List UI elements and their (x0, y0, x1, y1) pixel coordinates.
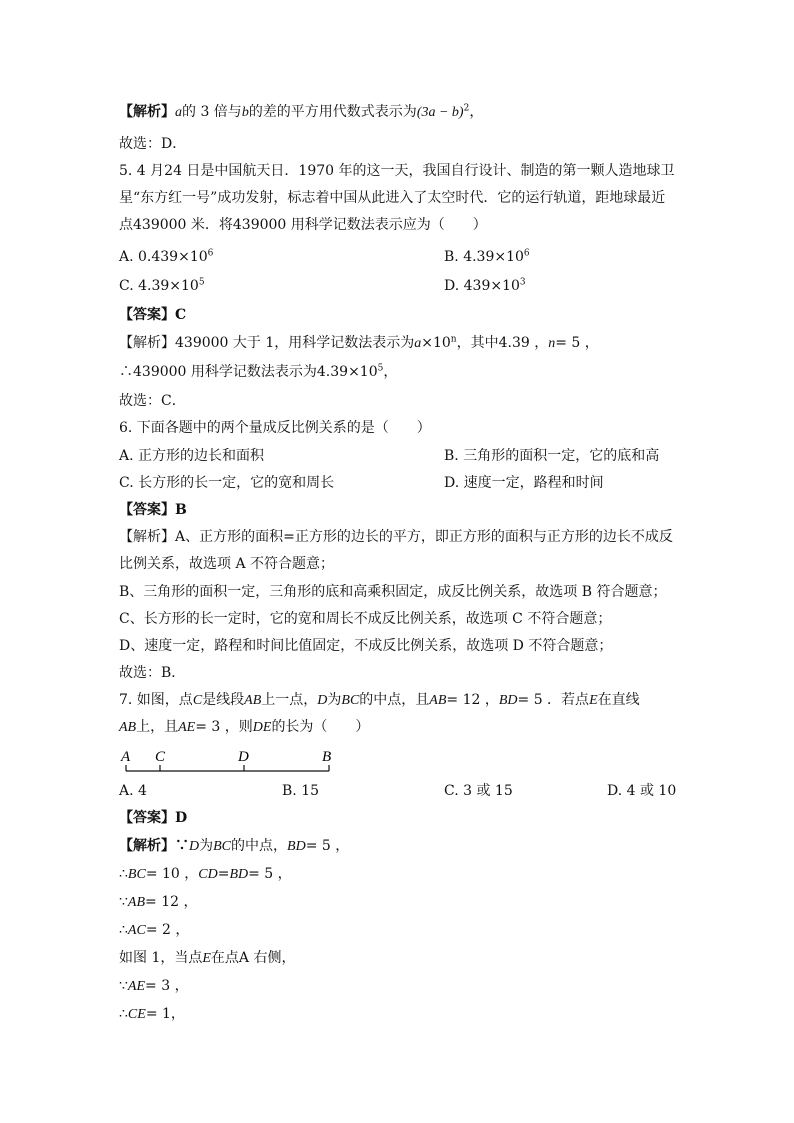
q6-choice: 故选：B． (119, 665, 186, 681)
q7-option-a: A. 4 (119, 783, 147, 799)
text: = (217, 866, 230, 882)
var: BD (229, 867, 249, 882)
text: ∴ (119, 1006, 128, 1022)
text: 如图 1，当点 (119, 950, 203, 966)
q5-analysis-line-1 (119, 333, 599, 354)
text: = 3 ，则 (195, 719, 253, 735)
text: = 5 ， (248, 866, 292, 882)
exponent: 3 (519, 277, 526, 288)
var-a: a (414, 336, 422, 351)
q7-answer: 【答案】D (119, 810, 188, 826)
text: = 5 ， (305, 838, 350, 854)
text: = 12 ， (446, 692, 499, 708)
q5-option-a (119, 247, 213, 267)
var: CE (127, 1007, 146, 1022)
var-n: n (548, 336, 556, 351)
q5-option-c (119, 276, 205, 296)
exponent: 2 (463, 103, 470, 114)
text: = 10 ， (145, 866, 199, 882)
q6-analysis-line-5: D、速度一定，路程和时间比值固定，不成反比例关系，故选项 D 不符合题意； (119, 638, 613, 654)
point-label-a: A (121, 749, 131, 765)
q6-stem: 6. 下面各题中的两个量成反比例关系的是（ ） (119, 420, 431, 436)
text: 的 3 倍与 (182, 104, 242, 120)
text: ， (469, 104, 484, 120)
exponent: n (450, 334, 457, 345)
q6-analysis-line-1: 【解析】A、正方形的面积=正方形的边长的平方，即正方形的面积与正方形的边长不成反 (119, 529, 673, 545)
prev-choice: 故选：D． (119, 136, 187, 152)
q7-option-c: C. 3 或 15 (444, 783, 513, 799)
q6-option-c: C. 长方形的长一定，它的宽和周长 (119, 475, 335, 491)
text: ∴439000 用科学记数法表示为4.39×10 (119, 364, 378, 380)
var: AB (429, 693, 447, 708)
text: 是线段 (202, 692, 245, 708)
text: 上，且 (136, 719, 179, 735)
q5-analysis-line-2 (119, 362, 397, 382)
text: = 5 ．若点 (517, 692, 590, 708)
text: 为 (199, 838, 214, 854)
point-label-d: D (238, 749, 249, 765)
point-label-c: C (155, 749, 166, 765)
q7-stem-line-2 (119, 717, 369, 738)
text: 的中点，且 (359, 692, 430, 708)
q7-option-b: B. 15 (282, 783, 320, 799)
q5-option-b (444, 247, 530, 267)
var: BD (498, 693, 518, 708)
q5-stem-line-1: 5. 4 月24 日是中国航天日．1970 年的这一天，我国自行设计、制造的第一颗人造地球卫 (119, 163, 675, 179)
text: ，其中4.39 ， (456, 335, 549, 351)
text: 在直线 (597, 692, 640, 708)
analysis-tag: 【解析】 (119, 104, 175, 120)
text: = 5 ， (555, 335, 599, 351)
var: AB (127, 895, 146, 910)
expression: (3a − b) (416, 105, 464, 120)
option-text: C. 4.39×10 (119, 278, 199, 294)
var: AC (127, 923, 146, 938)
text: = 2 ， (145, 922, 190, 938)
option-text: D. 439×10 (444, 278, 520, 294)
exponent: 6 (523, 248, 530, 259)
q5-choice: 故选：C． (119, 393, 186, 409)
exponent: 5 (198, 277, 205, 288)
q7-analysis-line-5 (119, 948, 295, 969)
var: AE (127, 979, 146, 994)
q5-stem-line-3: 点439000 米．将439000 用科学记数法表示应为（ ） (119, 217, 487, 233)
var: D (189, 839, 200, 854)
var: DE (252, 720, 272, 735)
q7-analysis-line-7 (119, 1004, 185, 1025)
text: = 1， (145, 1006, 185, 1022)
exponent: 6 (207, 248, 214, 259)
q5-option-d (444, 276, 526, 296)
var: BC (213, 839, 232, 854)
q5-stem-line-2: 星“东方红一号”成功发射，标志着中国从此进入了太空时代．它的运行轨道，距地球最近 (119, 190, 666, 206)
var: CD (198, 867, 218, 882)
text: 的长为（ ） (271, 719, 370, 735)
q7-option-d: D. 4 或 10 (607, 783, 677, 799)
var: AB (244, 693, 262, 708)
text: 【解析】439000 大于 1，用科学记数法表示为 (119, 335, 415, 351)
var: E (589, 693, 598, 708)
segment-figure (119, 744, 339, 776)
var: D (317, 693, 328, 708)
q6-option-a: A. 正方形的边长和面积 (119, 448, 265, 464)
var: C (192, 693, 203, 708)
q7-analysis-line-1 (119, 836, 349, 857)
var: BD (287, 839, 306, 854)
q7-analysis-line-4 (119, 920, 189, 941)
exponent: 5 (377, 363, 384, 374)
q6-answer: 【答案】B (119, 502, 187, 518)
text: = 12 ， (145, 894, 198, 910)
q6-analysis-line-4: C、长方形的长一定时，它的宽和周长不成反比例关系，故选项 C 不符合题意； (119, 611, 612, 627)
point-label-b: B (322, 749, 332, 765)
text: 的中点， (231, 838, 288, 854)
text: 在点A 右侧， (210, 950, 296, 966)
text: ∴ (119, 922, 128, 938)
text: = 3 ， (145, 978, 189, 994)
var: AE (178, 720, 196, 735)
var: BC (341, 693, 360, 708)
q7-analysis-line-6 (119, 976, 189, 997)
var: AB (119, 720, 137, 735)
prev-analysis-line (119, 102, 483, 123)
text: 的差的平方用代数式表示为 (248, 104, 417, 120)
q5-answer: 【答案】C (119, 307, 187, 323)
var-a: a (175, 105, 182, 120)
text: 7. 如图，点 (119, 692, 193, 708)
option-text: B. 4.39×10 (444, 249, 524, 265)
q7-analysis-line-3 (119, 892, 197, 913)
var: BC (127, 867, 146, 882)
text: ∵ (119, 894, 128, 910)
q6-option-b: B. 三角形的面积一定，它的底和高 (444, 448, 660, 464)
q6-option-d: D. 速度一定，路程和时间 (444, 475, 604, 491)
text: ×10 (421, 335, 451, 351)
text: 上一点， (261, 692, 318, 708)
text: ∵ (119, 978, 128, 994)
text: ∴ (119, 866, 128, 882)
text: 为 (327, 692, 342, 708)
text: ， (383, 364, 398, 380)
var: E (202, 951, 211, 966)
text: 【解析】∵ (119, 838, 189, 854)
q7-stem-line-1 (119, 690, 640, 711)
q6-analysis-line-2: 比例关系，故选项 A 不符合题意； (119, 556, 335, 572)
option-text: A. 0.439×10 (119, 249, 208, 265)
q7-analysis-line-2 (119, 864, 292, 885)
var-b: b (241, 105, 249, 120)
q6-analysis-line-3: B、三角形的面积一定，三角形的底和高乘积固定，成反比例关系，故选项 B 符合题意； (119, 584, 667, 600)
